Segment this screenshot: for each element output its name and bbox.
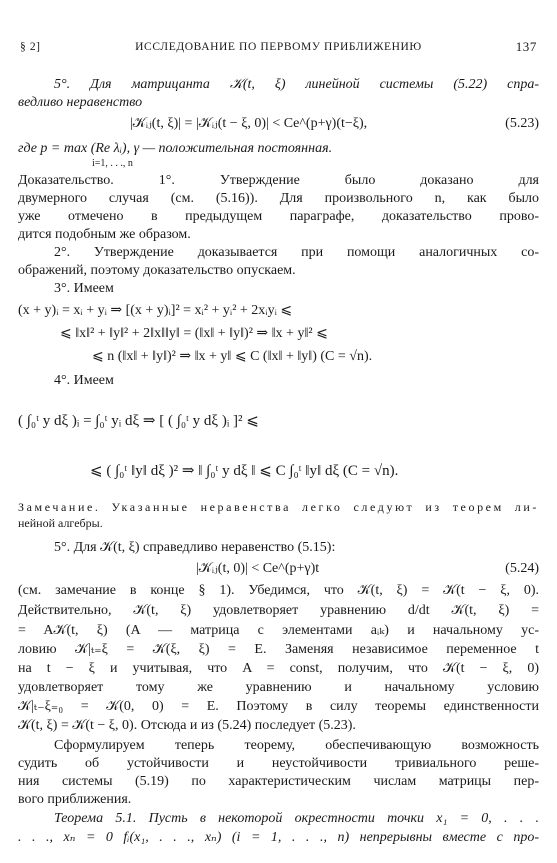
formula-3-line-3: ⩽ n (‖x‖ + ‖y‖)² ⇒ ‖x + y‖ ⩽ C (‖x‖ + ‖y‖) (C = √n).	[92, 349, 373, 364]
page-number: 137	[515, 39, 537, 54]
formula-3-line-2: ⩽ ‖x‖² + ‖y‖² + 2‖x‖‖y‖ = (‖x‖ + ‖y‖)² ⇒ ‖x + y‖² ⩽	[60, 326, 328, 341]
formula-3-line-1: (x + y)ᵢ = xᵢ + yᵢ ⇒ [(x + y)ᵢ]² = xᵢ² + yᵢ² + 2xᵢyᵢ ⩽	[18, 303, 293, 318]
max-subscript: i=1, . . ., n	[92, 158, 133, 169]
text-line: где p = max (Re λᵢ), γ — положительная постоянная.	[18, 141, 333, 156]
text-line: 𝒦(t, ξ) = 𝒦(t − ξ, 0). Отсюда и из (5.24) последует (5.23).	[18, 718, 356, 733]
text-line: 4°. Имеем	[54, 373, 114, 388]
text-line: уже отмечено в предыдущем параграфе, доказательство прово-	[18, 209, 539, 224]
text-line: удовлетворяет тому же уравнению и начальному условию	[18, 680, 539, 695]
section-number: § 2]	[20, 41, 41, 53]
formula-body: |𝒦ᵢⱼ(t, ξ)| = |𝒦ᵢⱼ(t − ξ, 0)| < Ce^(p+γ)(t−ξ),	[130, 116, 368, 131]
text-line: 5°. Для 𝒦(t, ξ) справедливо неравенство (5.15):	[54, 540, 336, 555]
text-line: (см. замечание в конце § 1). Убедимся, что 𝒦(t, ξ) = 𝒦(t − ξ, 0).	[18, 583, 539, 598]
text-line: ведливо неравенство	[18, 95, 143, 110]
text-line: ловию 𝒦|ₜ₌ξ = 𝒦(ξ, ξ) = E. Заменяя независимое переменное t	[18, 642, 539, 657]
formula-4-line-1: ( ∫₀ᵗ y dξ )ᵢ = ∫₀ᵗ yᵢ dξ ⇒ [ ( ∫₀ᵗ y dξ )ᵢ ]² ⩽	[18, 413, 259, 429]
equation-number: (5.23)	[505, 116, 539, 131]
text-line: Действительно, 𝒦(t, ξ) удовлетворяет уравнению d/dt 𝒦(t, ξ) =	[18, 603, 539, 618]
text-line: ния системы (5.19) по характеристическим числам матрицы пер-	[18, 774, 539, 789]
running-title: ИССЛЕДОВАНИЕ ПО ПЕРВОМУ ПРИБЛИЖЕНИЮ	[135, 41, 422, 53]
text-line: судить об устойчивости и неустойчивости тривиального реше-	[18, 756, 539, 771]
equation-number: (5.24)	[505, 561, 539, 576]
formula-5-24	[196, 560, 539, 578]
text-line: дится подобным же образом.	[18, 227, 191, 242]
remark-label: Замечание. Указанные неравенства легко следуют из теорем ли-	[18, 500, 539, 514]
text-line: двумерного случая (см. (5.16)). Для произвольного n, как было	[18, 191, 539, 206]
text-line: вого приближения.	[18, 792, 132, 807]
formula-body: |𝒦ᵢⱼ(t, 0)| < Ce^(p+γ)t	[196, 561, 320, 576]
theorem-line: . . ., xₙ = 0 fᵢ(x₁, . . ., xₙ) (i = 1, . . ., n) непрерывны вместе с про-	[18, 830, 539, 845]
text-line: 2°. Утверждение доказывается при помощи аналогичных со-	[54, 245, 539, 260]
theorem-line: Теорема 5.1. Пусть в некоторой окрестности точки x₁ = 0, . . .	[54, 811, 539, 826]
formula-5-23	[130, 115, 539, 133]
text-line: ображений, поэтому доказательство опускаем.	[18, 263, 296, 278]
remark-line: нейной алгебры.	[18, 516, 103, 530]
text-line: Сформулируем теперь теорему, обеспечивающую возможность	[54, 738, 539, 753]
text-line: = A𝒦(t, ξ) (A — матрица с элементами aᵢₖ) и начальному ус-	[18, 623, 539, 638]
text-line: 𝒦|ₜ₋ξ₌₀ = 𝒦(0, 0) = E. Поэтому в силу теоремы единственности	[18, 699, 539, 714]
text-line: на t − ξ и учитывая, что A = const, получим, что 𝒦(t − ξ, 0)	[18, 661, 539, 676]
formula-4-line-2: ⩽ ( ∫₀ᵗ ‖y‖ dξ )² ⇒ ‖ ∫₀ᵗ y dξ ‖ ⩽ C ∫₀ᵗ ‖y‖ dξ (C = √n).	[90, 463, 399, 479]
text-line: 3°. Имеем	[54, 281, 114, 296]
text-line: 5°. Для матрицанта 𝒦(t, ξ) линейной системы (5.22) спра-	[54, 77, 539, 92]
text-line: Доказательство. 1°. Утверждение было доказано для	[18, 173, 539, 188]
